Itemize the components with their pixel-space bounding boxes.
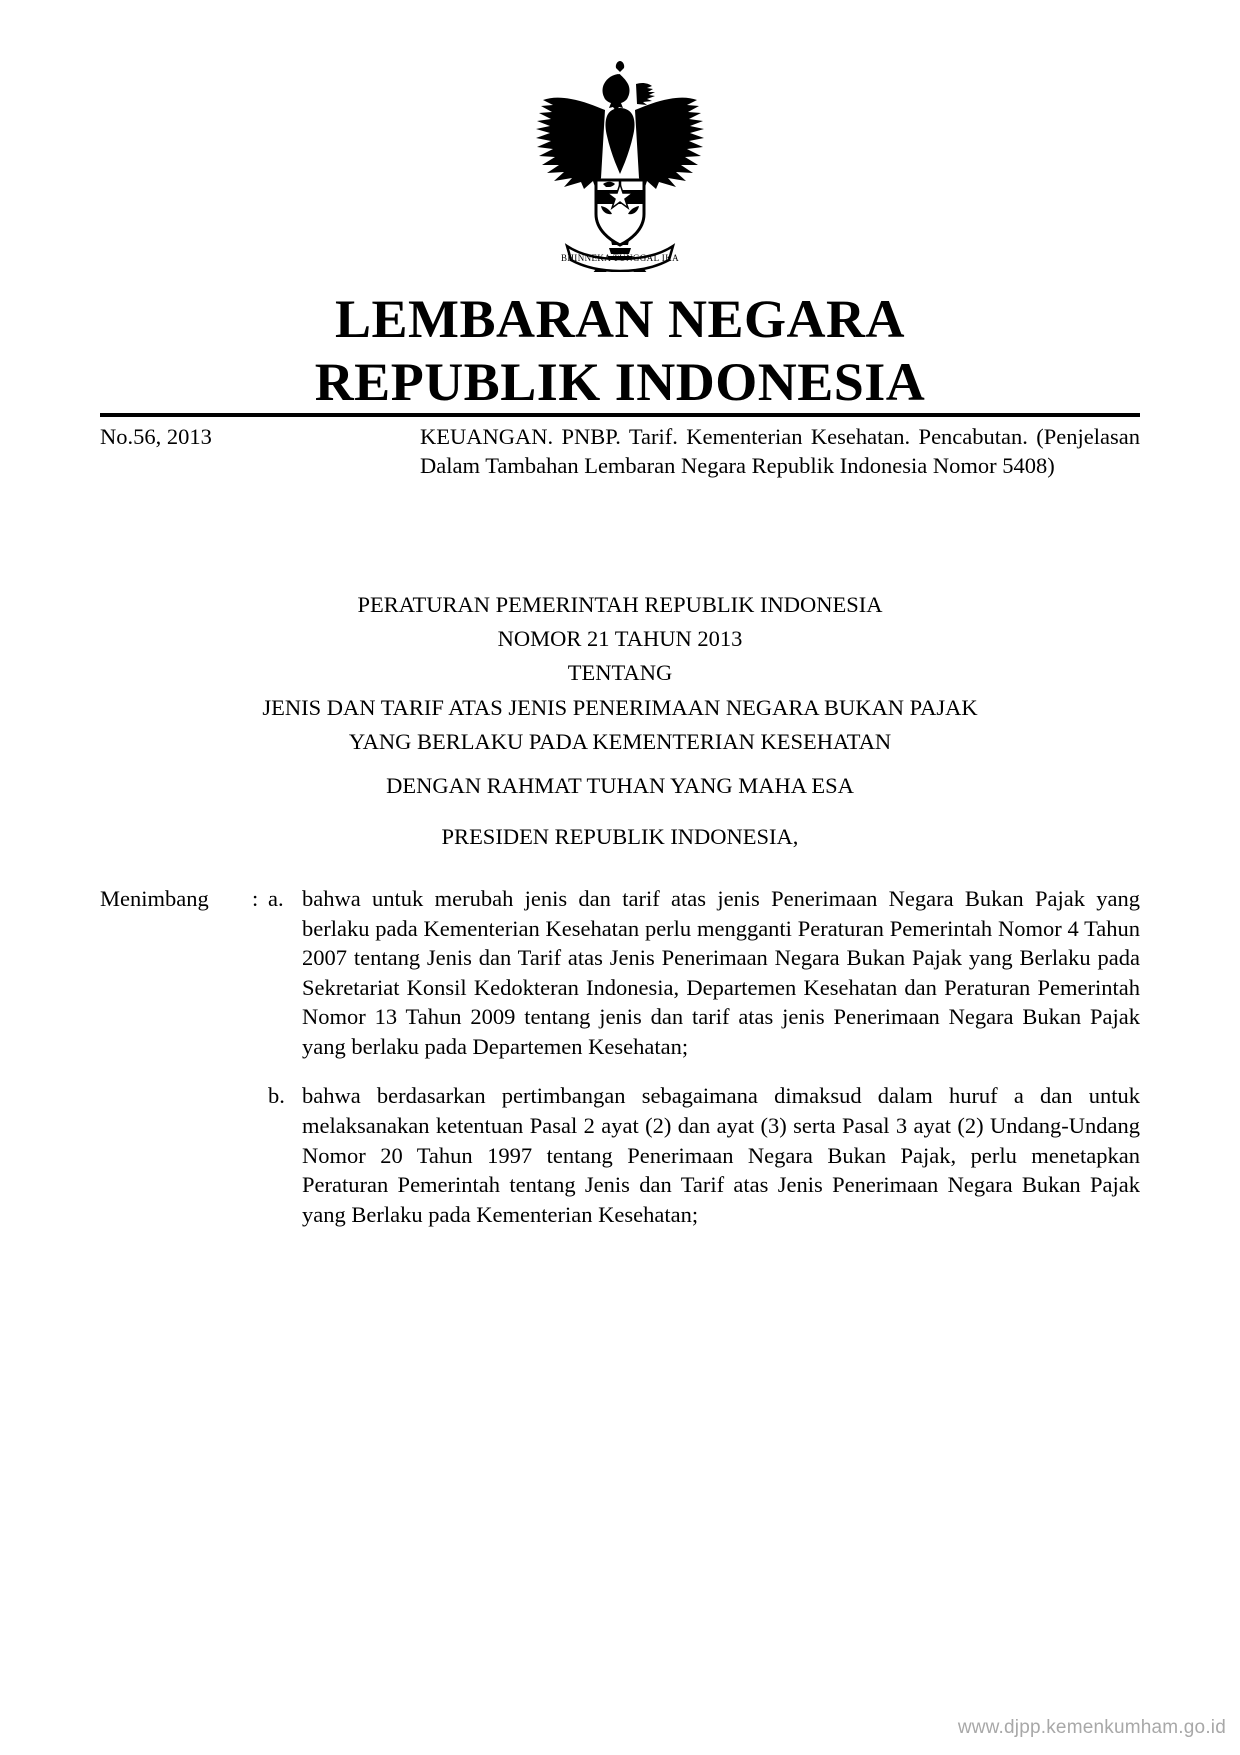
regulation-title-block	[100, 588, 1140, 759]
considerations-section	[100, 884, 1140, 1229]
consideration-item-a	[100, 884, 1140, 1061]
invocation-president: PRESIDEN REPUBLIK INDONESIA,	[441, 823, 799, 849]
consideration-letter-a: a.	[268, 886, 284, 911]
masthead-line-1: LEMBARAN NEGARA	[334, 289, 906, 349]
masthead-title	[0, 288, 1240, 413]
issue-number: No.56, 2013	[100, 424, 212, 449]
invocation-blessing: DENGAN RAHMAT TUHAN YANG MAHA ESA	[386, 773, 854, 798]
regulation-about-label: TENTANG	[567, 660, 673, 686]
consideration-text-a: bahwa untuk merubah jenis dan tarif atas jenis Penerimaan Negara Bukan Pajak yang berlaku pada Kementerian Kesehatan perlu mengganti Peraturan Pemerintah Nomor 4 Tahun 2007 tentang Jenis dan Tarif atas Jenis Penerimaan Negara Bukan Pajak yang Berlaku pada Sekretariat Konsil Kedokteran Indonesia, Departemen Kesehatan dan Peraturan Pemerintah Nomor 13 Tahun 2009 tentang jenis dan tarif atas jenis Penerimaan Negara Bukan Pajak yang berlaku pada Departemen Kesehatan;	[302, 886, 1140, 1059]
svg-text:BHINNEKA TUNGGAL IKA: BHINNEKA TUNGGAL IKA	[561, 253, 679, 263]
consideration-letter-b: b.	[268, 1083, 285, 1109]
regulation-number: NOMOR 21 TAHUN 2013	[497, 626, 743, 652]
regulation-subject-line-2: YANG BERLAKU PADA KEMENTERIAN KESEHATAN	[348, 728, 892, 754]
consideration-item-b	[100, 1081, 1140, 1229]
considerations-colon: :	[252, 886, 259, 911]
regulation-title-line-1: PERATURAN PEMERINTAH REPUBLIK INDONESIA	[357, 592, 883, 617]
consideration-text-b: bahwa berdasarkan pertimbangan sebagaimana dimaksud dalam huruf a dan untuk melaksanakan ketentuan Pasal 2 ayat (2) dan ayat (3) serta Pasal 3 ayat (2) Undang-Undang Nomor 20 Tahun 1997 tentang Penerimaan Negara Bukan Pajak, perlu menetapkan Peraturan Pemerintah tentang Jenis dan Tarif atas Jenis Penerimaan Negara Bukan Pajak yang Berlaku pada Kementerian Kesehatan;	[302, 1083, 1140, 1227]
subject-keywords: KEUANGAN. PNBP. Tarif. Kementerian Kesehatan. Pencabutan. (Penjelasan Dalam Tambahan Lembaran Negara Republik Indonesia Nomor 5408)	[420, 424, 1140, 479]
considerations-label: Menimbang	[100, 886, 209, 911]
regulation-subject-line-1: JENIS DAN TARIF ATAS JENIS PENERIMAAN NEGARA BUKAN PAJAK	[262, 694, 978, 720]
header-divider	[100, 413, 1140, 417]
invocation-block	[100, 775, 1140, 848]
masthead-line-2: REPUBLIK INDONESIA	[314, 351, 926, 412]
garuda-pancasila-emblem	[515, 60, 725, 272]
emblem-container	[0, 60, 1240, 272]
header-info-row	[100, 422, 1140, 481]
footer-watermark: www.djpp.kemenkumham.go.id	[957, 1717, 1226, 1738]
